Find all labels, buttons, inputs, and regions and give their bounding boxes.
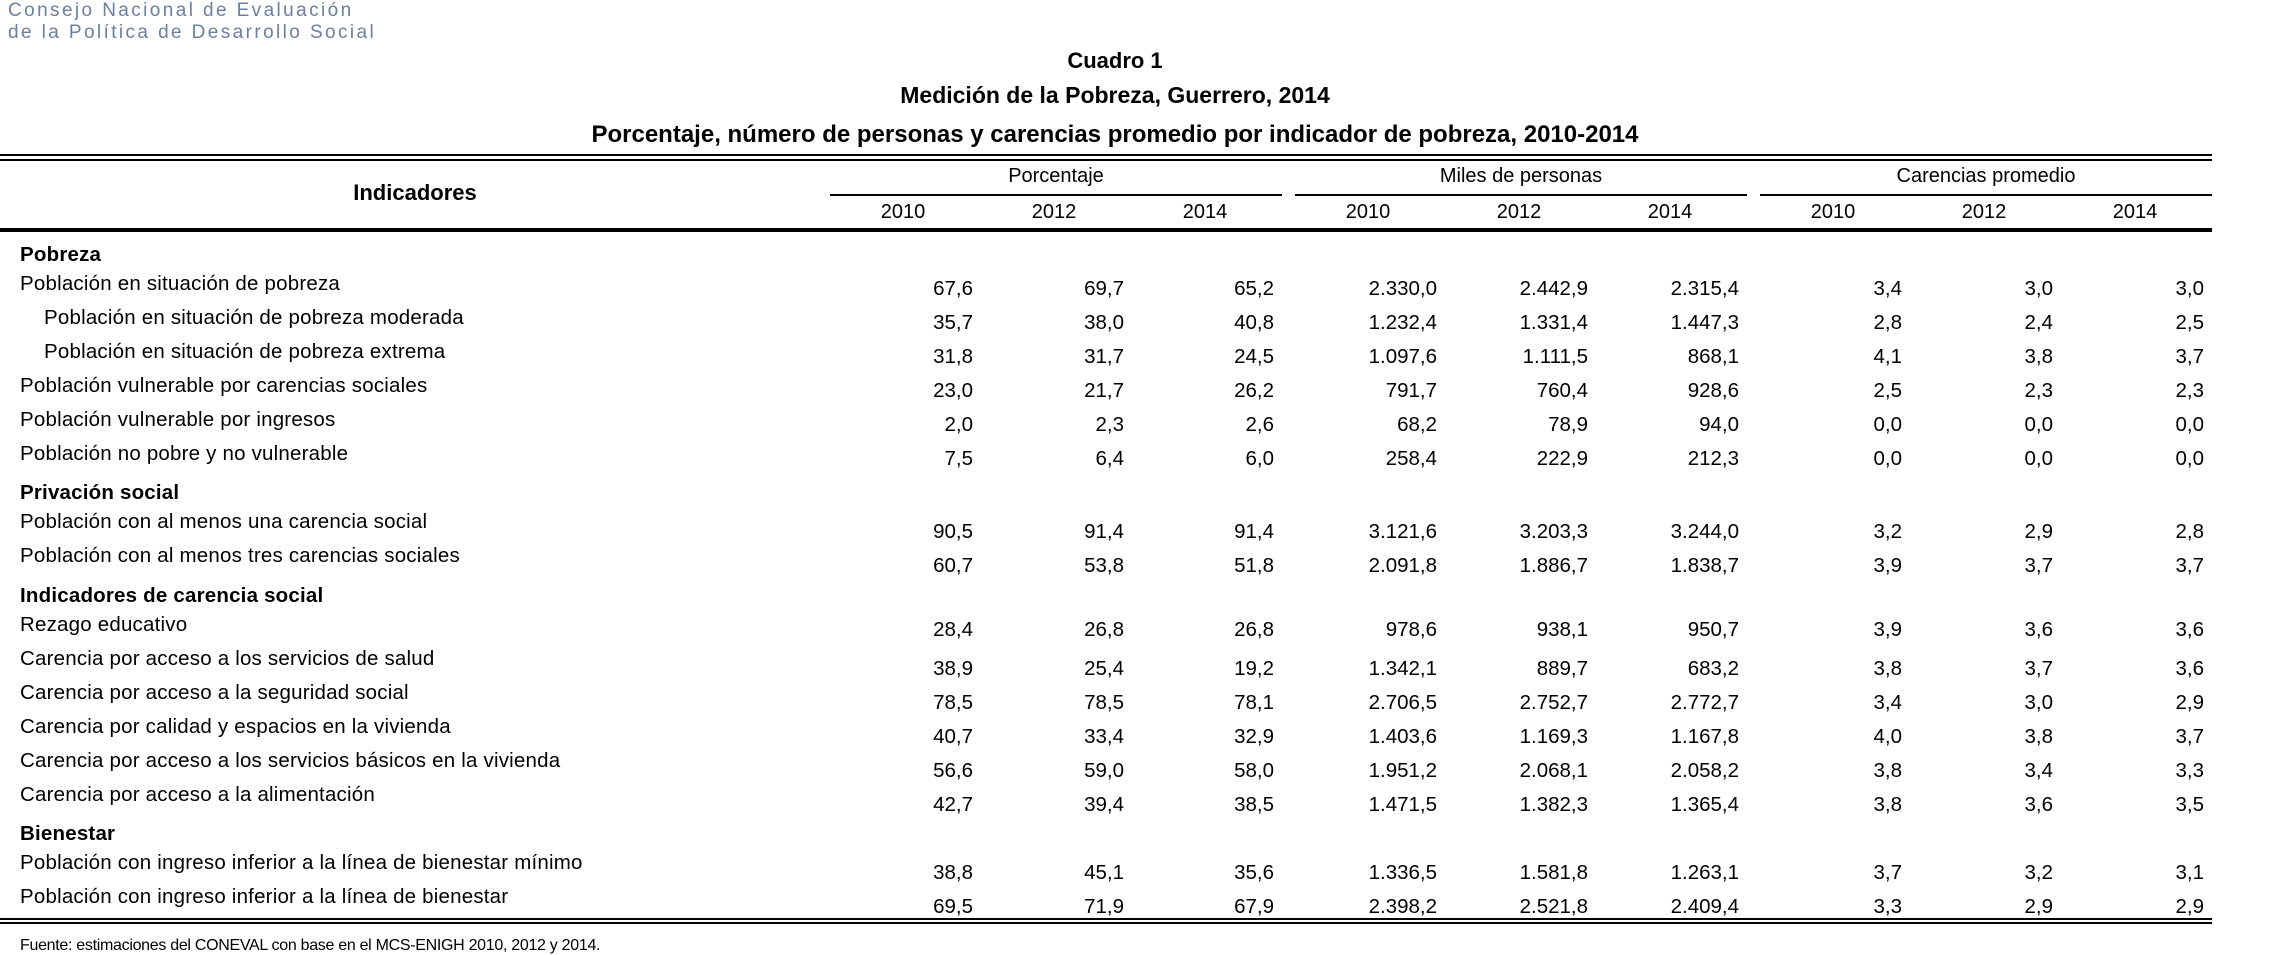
table-cell: 2,4 xyxy=(2024,311,2053,334)
table-cell: 19,2 xyxy=(1234,657,1274,680)
table-cell: 2,3 xyxy=(2175,379,2204,402)
table-cell: 67,6 xyxy=(933,277,973,300)
table-cell: 3,6 xyxy=(2024,618,2053,641)
table-cell: 1.167,8 xyxy=(1670,725,1739,748)
table-cell: 2,5 xyxy=(2175,311,2204,334)
row-label: Población vulnerable por ingresos xyxy=(20,408,336,431)
table-cell: 3,6 xyxy=(2175,618,2204,641)
table-cell: 1.886,7 xyxy=(1519,554,1588,577)
table-cell: 1.447,3 xyxy=(1670,311,1739,334)
table-cell: 26,8 xyxy=(1234,618,1274,641)
table-cell: 3,3 xyxy=(2175,759,2204,782)
group-header-carencias: Carencias promedio xyxy=(1896,165,2076,187)
table-cell: 2,9 xyxy=(2024,520,2053,543)
row-label: Carencia por calidad y espacios en la vivienda xyxy=(20,715,451,738)
table-cell: 2.091,8 xyxy=(1368,554,1437,577)
table-cell: 78,9 xyxy=(1548,413,1588,436)
table-cell: 3,4 xyxy=(2024,759,2053,782)
table-cell: 59,0 xyxy=(1084,759,1124,782)
table-cell: 3,8 xyxy=(1873,657,1902,680)
section-heading: Privación social xyxy=(20,481,180,504)
row-label: Población en situación de pobreza xyxy=(20,272,341,295)
table-cell: 2.706,5 xyxy=(1368,691,1437,714)
table-cell: 78,5 xyxy=(1084,691,1124,714)
table-cell: 258,4 xyxy=(1385,447,1437,470)
table-cell: 938,1 xyxy=(1536,618,1588,641)
table-cell: 2.398,2 xyxy=(1368,895,1437,918)
table-cell: 2.315,4 xyxy=(1670,277,1739,300)
table-cell: 7,5 xyxy=(944,447,973,470)
indicadores-header: Indicadores xyxy=(353,180,477,205)
table-cell: 0,0 xyxy=(2175,447,2204,470)
table-cell: 78,5 xyxy=(933,691,973,714)
table-cell: 3,8 xyxy=(1873,759,1902,782)
table-cell: 71,9 xyxy=(1084,895,1124,918)
table-cell: 2.442,9 xyxy=(1519,277,1588,300)
table-cell: 3,4 xyxy=(1873,277,1902,300)
table-cell: 3,7 xyxy=(2175,554,2204,577)
table-cell: 23,0 xyxy=(933,379,973,402)
table-cell: 38,9 xyxy=(933,657,973,680)
table-cell: 0,0 xyxy=(1873,447,1902,470)
top-rule xyxy=(0,154,2212,156)
section-heading: Pobreza xyxy=(20,243,102,266)
cuadro-number: Cuadro 1 xyxy=(1067,48,1163,73)
table-cell: 65,2 xyxy=(1234,277,1274,300)
table-cell: 791,7 xyxy=(1385,379,1437,402)
table-cell: 38,5 xyxy=(1234,793,1274,816)
table-cell: 2.058,2 xyxy=(1670,759,1739,782)
table-cell: 3,2 xyxy=(1873,520,1902,543)
table-cell: 212,3 xyxy=(1687,447,1739,470)
table-cell: 40,8 xyxy=(1234,311,1274,334)
row-label: Población en situación de pobreza extrema xyxy=(44,340,446,363)
table-cell: 3,1 xyxy=(2175,861,2204,884)
table-cell: 2.521,8 xyxy=(1519,895,1588,918)
table-cell: 1.838,7 xyxy=(1670,554,1739,577)
table-cell: 45,1 xyxy=(1084,861,1124,884)
row-label: Población con al menos tres carencias sociales xyxy=(20,544,460,567)
table-cell: 3,8 xyxy=(1873,793,1902,816)
table-cell: 3,8 xyxy=(2024,345,2053,368)
section-heading: Indicadores de carencia social xyxy=(20,584,324,607)
table-cell: 1.365,4 xyxy=(1670,793,1739,816)
table-cell: 32,9 xyxy=(1234,725,1274,748)
table-cell: 94,0 xyxy=(1699,413,1739,436)
table-cell: 1.471,5 xyxy=(1368,793,1437,816)
table-cell: 0,0 xyxy=(1873,413,1902,436)
table-cell: 35,6 xyxy=(1234,861,1274,884)
table-cell: 21,7 xyxy=(1084,379,1124,402)
table-cell: 1.581,8 xyxy=(1519,861,1588,884)
year-header: 2014 xyxy=(2112,201,2158,223)
table-cell: 6,0 xyxy=(1245,447,1274,470)
table-cell: 1.342,1 xyxy=(1368,657,1437,680)
table-cell: 2.330,0 xyxy=(1368,277,1437,300)
table-cell: 3,0 xyxy=(2024,277,2053,300)
table-subtitle: Porcentaje, número de personas y carencias promedio por indicador de pobreza, 2010-2014 xyxy=(591,121,1639,148)
table-cell: 4,0 xyxy=(1873,725,1902,748)
year-header: 2010 xyxy=(1810,201,1856,223)
header-bottom-rule xyxy=(0,228,2212,232)
table-cell: 56,6 xyxy=(933,759,973,782)
table-cell: 3.244,0 xyxy=(1670,520,1739,543)
source-note: Fuente: estimaciones del CONEVAL con base en el MCS-ENIGH 2010, 2012 y 2014. xyxy=(20,937,601,954)
table-cell: 31,8 xyxy=(933,345,973,368)
table-cell: 2,8 xyxy=(1873,311,1902,334)
row-label: Población en situación de pobreza moderada xyxy=(44,306,464,329)
table-cell: 2,9 xyxy=(2175,691,2204,714)
table-cell: 33,4 xyxy=(1084,725,1124,748)
year-header: 2014 xyxy=(1647,201,1693,223)
table-cell: 3,7 xyxy=(2175,725,2204,748)
table-cell: 978,6 xyxy=(1385,618,1437,641)
group-rule-carencias xyxy=(1760,194,2212,196)
table-cell: 3,6 xyxy=(2024,793,2053,816)
group-header-miles: Miles de personas xyxy=(1439,165,1603,187)
row-label: Rezago educativo xyxy=(20,613,188,636)
table-cell: 26,8 xyxy=(1084,618,1124,641)
table-cell: 38,0 xyxy=(1084,311,1124,334)
table-cell: 2,0 xyxy=(944,413,973,436)
year-header: 2010 xyxy=(1345,201,1391,223)
table-cell: 3,0 xyxy=(2024,691,2053,714)
table-cell: 3,9 xyxy=(1873,618,1902,641)
table-cell: 3,4 xyxy=(1873,691,1902,714)
table-cell: 868,1 xyxy=(1687,345,1739,368)
row-label: Población vulnerable por carencias sociales xyxy=(20,374,428,397)
table-cell: 91,4 xyxy=(1234,520,1274,543)
row-label: Carencia por acceso a la seguridad social xyxy=(20,681,409,704)
table-cell: 2.772,7 xyxy=(1670,691,1739,714)
table-cell: 3,7 xyxy=(2024,657,2053,680)
table-cell: 1.232,4 xyxy=(1368,311,1437,334)
table-cell: 3.203,3 xyxy=(1519,520,1588,543)
year-header: 2010 xyxy=(880,201,926,223)
table-cell: 683,2 xyxy=(1687,657,1739,680)
table-cell: 3,7 xyxy=(2175,345,2204,368)
table-cell: 67,9 xyxy=(1234,895,1274,918)
table-cell: 1.263,1 xyxy=(1670,861,1739,884)
year-header: 2012 xyxy=(1961,201,2007,223)
table-cell: 53,8 xyxy=(1084,554,1124,577)
table-cell: 2,3 xyxy=(2024,379,2053,402)
table-cell: 38,8 xyxy=(933,861,973,884)
row-label: Población con ingreso inferior a la línea de bienestar xyxy=(20,885,509,908)
row-label: Carencia por acceso a los servicios de salud xyxy=(20,647,435,670)
table-cell: 28,4 xyxy=(933,618,973,641)
table-cell: 39,4 xyxy=(1084,793,1124,816)
table-cell: 31,7 xyxy=(1084,345,1124,368)
section-heading: Bienestar xyxy=(20,822,116,845)
table-cell: 3,9 xyxy=(1873,554,1902,577)
table-cell: 1.169,3 xyxy=(1519,725,1588,748)
table-cell: 68,2 xyxy=(1397,413,1437,436)
table-cell: 2.068,1 xyxy=(1519,759,1588,782)
table-cell: 2.752,7 xyxy=(1519,691,1588,714)
table-cell: 950,7 xyxy=(1687,618,1739,641)
table-cell: 928,6 xyxy=(1687,379,1739,402)
table-cell: 25,4 xyxy=(1084,657,1124,680)
table-cell: 760,4 xyxy=(1536,379,1588,402)
year-header: 2014 xyxy=(1182,201,1228,223)
table-cell: 69,5 xyxy=(933,895,973,918)
table-cell: 889,7 xyxy=(1536,657,1588,680)
table-cell: 1.111,5 xyxy=(1522,345,1588,368)
table-cell: 2,9 xyxy=(2175,895,2204,918)
table-cell: 90,5 xyxy=(933,520,973,543)
table-cell: 1.336,5 xyxy=(1368,861,1437,884)
table-cell: 35,7 xyxy=(933,311,973,334)
group-header-porcentaje: Porcentaje xyxy=(1008,165,1104,187)
table-cell: 3,8 xyxy=(2024,725,2053,748)
table-cell: 58,0 xyxy=(1234,759,1274,782)
table-cell: 60,7 xyxy=(933,554,973,577)
table-cell: 0,0 xyxy=(2175,413,2204,436)
logo-line-1: Consejo Nacional de Evaluación xyxy=(8,0,354,21)
table-cell: 2.409,4 xyxy=(1670,895,1739,918)
logo-line-2: de la Política de Desarrollo Social xyxy=(8,22,377,43)
table-cell: 3.121,6 xyxy=(1368,520,1437,543)
group-rule-porcentaje xyxy=(830,194,1282,196)
table-cell: 0,0 xyxy=(2024,447,2053,470)
row-label: Carencia por acceso a los servicios básicos en la vivienda xyxy=(20,749,561,772)
table-cell: 3,3 xyxy=(1873,895,1902,918)
table-cell: 2,6 xyxy=(1245,413,1274,436)
coneval-logo xyxy=(8,0,376,44)
table-cell: 78,1 xyxy=(1234,691,1274,714)
year-header: 2012 xyxy=(1031,201,1077,223)
bottom-rule xyxy=(0,918,2212,920)
row-label: Población con ingreso inferior a la línea de bienestar mínimo xyxy=(20,851,583,874)
row-label: Carencia por acceso a la alimentación xyxy=(20,783,375,806)
table-cell: 91,4 xyxy=(1084,520,1124,543)
table-cell: 24,5 xyxy=(1234,345,1274,368)
table-cell: 3,6 xyxy=(2175,657,2204,680)
row-label: Población con al menos una carencia social xyxy=(20,510,428,533)
table-cell: 1.403,6 xyxy=(1368,725,1437,748)
table-cell: 42,7 xyxy=(933,793,973,816)
table-cell: 40,7 xyxy=(933,725,973,748)
table-cell: 3,2 xyxy=(2024,861,2053,884)
bottom-rule-2 xyxy=(0,922,2212,924)
table-cell: 3,7 xyxy=(2024,554,2053,577)
table-cell: 6,4 xyxy=(1095,447,1124,470)
table-cell: 1.331,4 xyxy=(1519,311,1588,334)
table-cell: 2,8 xyxy=(2175,520,2204,543)
table-cell: 2,9 xyxy=(2024,895,2053,918)
table-cell: 1.951,2 xyxy=(1368,759,1437,782)
table-cell: 2,3 xyxy=(1095,413,1124,436)
row-label: Población no pobre y no vulnerable xyxy=(20,442,349,465)
group-rule-miles xyxy=(1295,194,1747,196)
table-title: Medición de la Pobreza, Guerrero, 2014 xyxy=(900,82,1330,108)
table-cell: 26,2 xyxy=(1234,379,1274,402)
table-cell: 69,7 xyxy=(1084,277,1124,300)
table-cell: 1.097,6 xyxy=(1368,345,1437,368)
table-cell: 51,8 xyxy=(1234,554,1274,577)
top-rule-2 xyxy=(0,159,2212,161)
table-cell: 4,1 xyxy=(1873,345,1902,368)
table-cell: 3,7 xyxy=(1873,861,1902,884)
table-cell: 3,0 xyxy=(2175,277,2204,300)
table-cell: 1.382,3 xyxy=(1519,793,1588,816)
table-cell: 3,5 xyxy=(2175,793,2204,816)
table-cell: 2,5 xyxy=(1873,379,1902,402)
table-cell: 222,9 xyxy=(1536,447,1588,470)
year-header: 2012 xyxy=(1496,201,1542,223)
table-cell: 0,0 xyxy=(2024,413,2053,436)
